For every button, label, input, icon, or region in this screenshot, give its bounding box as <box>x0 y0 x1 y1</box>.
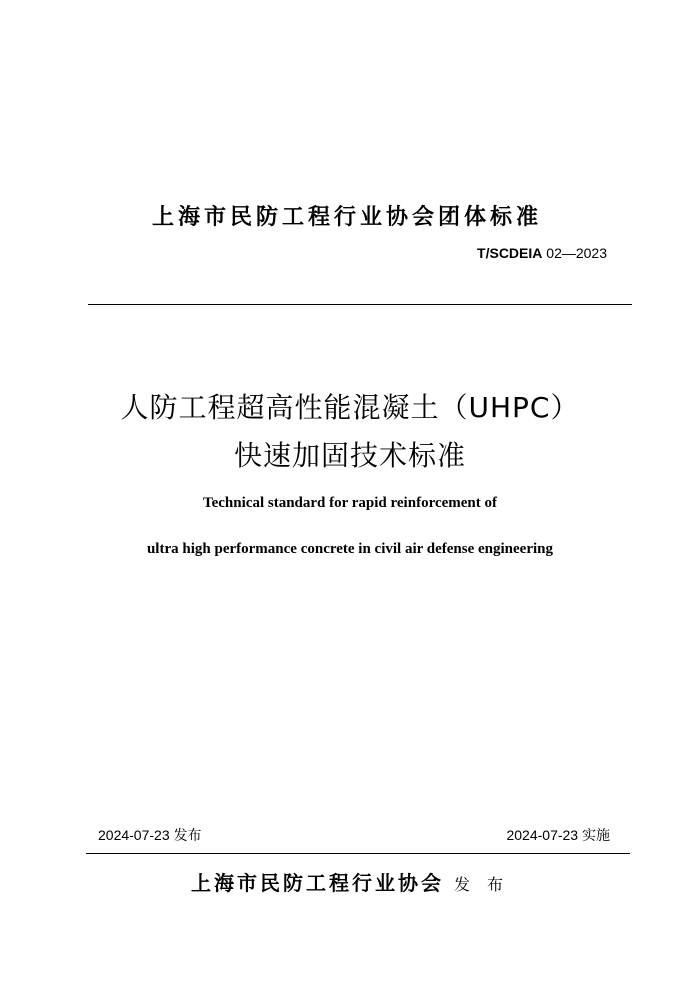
standard-code-number: 02—2023 <box>546 245 607 261</box>
publisher-line <box>0 867 700 896</box>
chinese-title-line-2: 快速加固技术标准 <box>233 439 466 472</box>
organization-standard-title <box>0 200 700 231</box>
top-divider <box>88 304 632 305</box>
bottom-divider <box>86 853 630 854</box>
organization-standard-text: 上海市民防工程行业协会团体标准 <box>151 205 542 230</box>
chinese-title-line-1: 人防工程超高性能混凝土（UHPC） <box>120 391 580 424</box>
publish-action: 发 布 <box>453 875 510 894</box>
implementation-date: 2024-07-23 实施 <box>506 827 610 843</box>
release-date: 2024-07-23 发布 <box>98 827 202 843</box>
standard-code <box>477 245 607 261</box>
standard-code-prefix: T/SCDEIA <box>477 245 543 261</box>
english-title-line-1: Technical standard for rapid reinforcement of <box>202 495 498 511</box>
publisher-name: 上海市民防工程行业协会 <box>190 871 444 895</box>
english-title-line-2: ultra high performance concrete in civil air defense engineering <box>146 541 554 557</box>
